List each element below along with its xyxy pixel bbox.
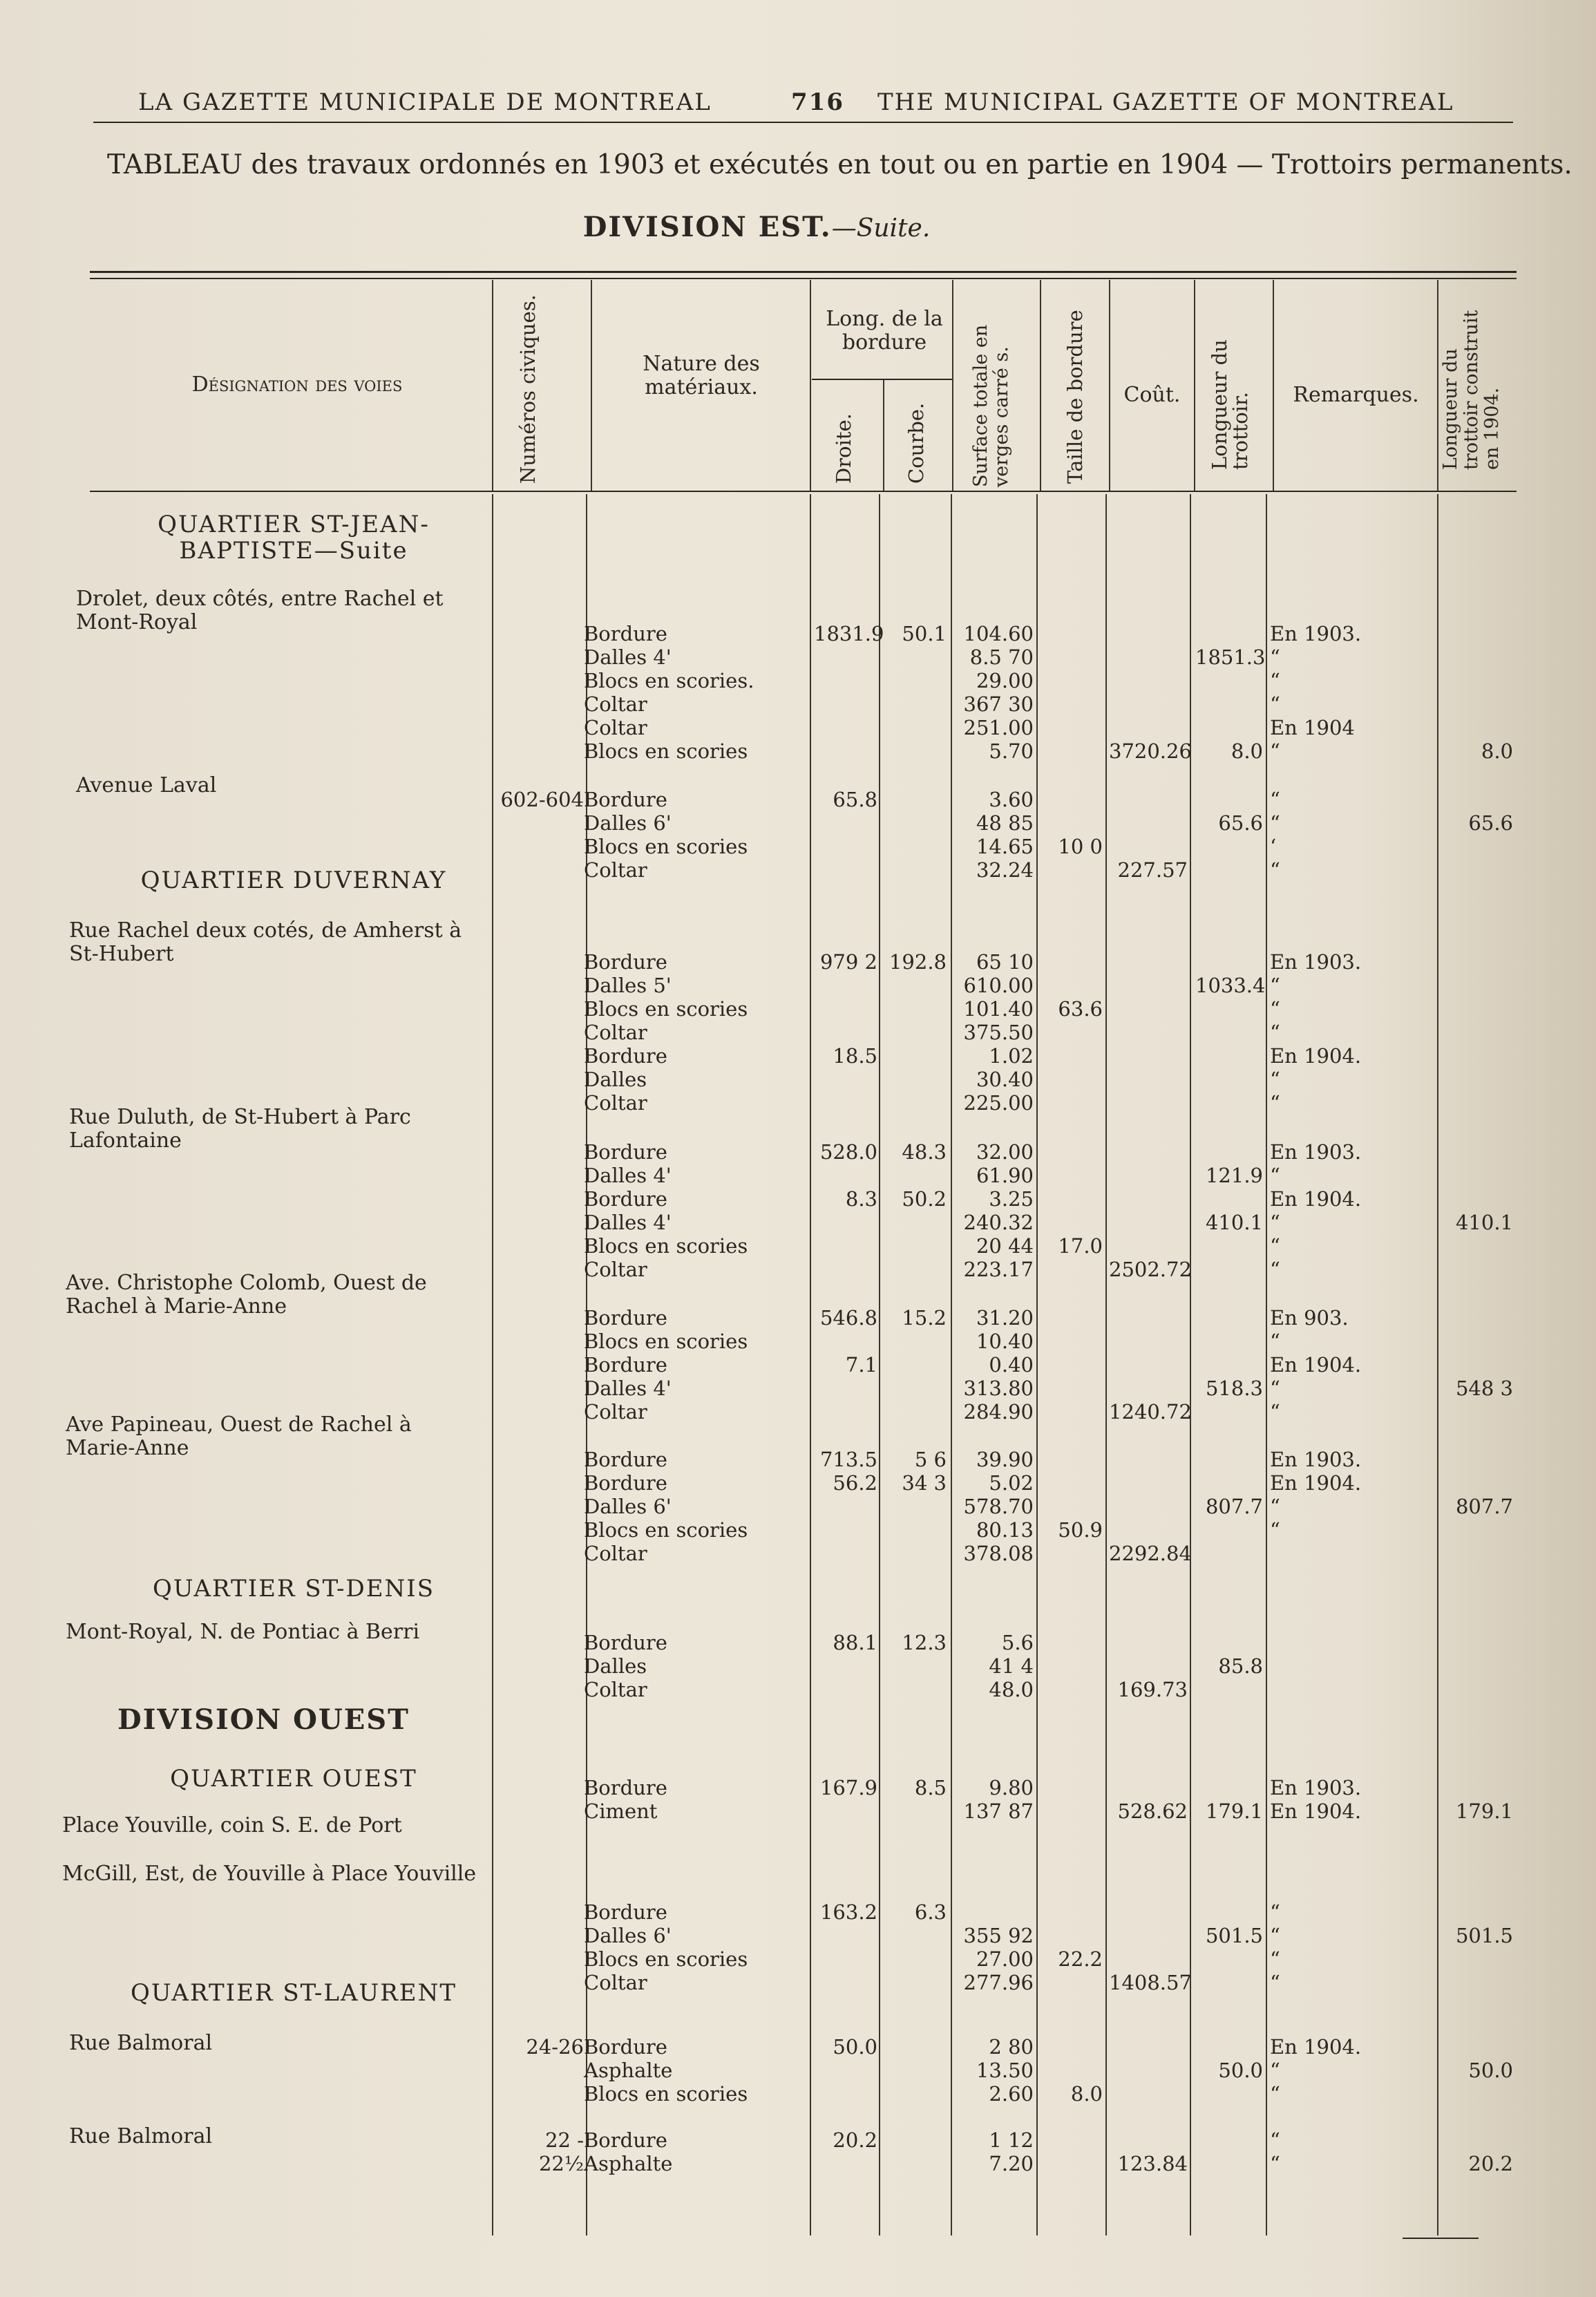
table-row: [0, 1471, 1520, 1495]
cell-rem: “: [1270, 997, 1280, 1021]
cell-courbe: 50.1: [902, 622, 947, 645]
table-row: [0, 1799, 1520, 1823]
table-row: [0, 1234, 1520, 1258]
cell-mat: Blocs en scories: [584, 1330, 748, 1353]
cell-c1904: 548 3: [1455, 1377, 1513, 1400]
cell-courbe: 8.5: [914, 1776, 947, 1799]
table-row: [0, 997, 1520, 1021]
cell-courbe: 50.2: [902, 1187, 947, 1211]
header-top-rule-2: [90, 278, 1517, 279]
cell-surface: 80.13: [976, 1518, 1034, 1542]
table-row: [0, 739, 1520, 763]
cell-mat: Blocs en scories: [584, 997, 748, 1021]
cell-mat: Blocs en scories: [584, 1518, 748, 1542]
hcol-line-4: [883, 380, 884, 491]
cell-surface: 20 44: [976, 1234, 1034, 1258]
cell-mat: Coltar: [584, 1021, 647, 1044]
cell-rem: “: [1270, 669, 1280, 692]
table-row: [0, 1353, 1520, 1377]
cell-mat: Bordure: [584, 1776, 667, 1799]
cell-droite: 56.2: [833, 1471, 877, 1495]
head-rule: [93, 122, 1513, 123]
cell-droite: 528.0: [819, 1140, 877, 1164]
cell-droite: 979 2: [819, 950, 877, 974]
cell-mat: Dalles 4': [584, 1377, 672, 1400]
cell-rem: “: [1270, 1971, 1280, 1994]
cell-mat: Bordure: [584, 950, 667, 974]
table-row: [0, 1678, 1520, 1701]
cell-courbe: 6.3: [914, 1900, 947, 1924]
cell-mat: Dalles 4': [584, 1164, 672, 1187]
cell-c1904: 65.6: [1468, 811, 1513, 835]
cell-rem: “: [1270, 692, 1280, 716]
cell-surface: 41 4: [989, 1654, 1034, 1678]
cell-mat: Coltar: [584, 1258, 647, 1281]
cell-surface: 13.50: [976, 2059, 1034, 2082]
cell-cout: 528.62: [1117, 1799, 1188, 1823]
cell-cout: 227.57: [1117, 858, 1188, 882]
hcol-line-3: [810, 280, 811, 491]
cell-rem: En 1904: [1270, 716, 1355, 739]
cell-cout: 2292.84: [1109, 1542, 1192, 1565]
cell-mat: Coltar: [584, 1542, 647, 1565]
street-name: Mont-Royal, N. de Pontiac à Berri: [66, 1620, 420, 1644]
cell-courbe: 34 3: [902, 1471, 947, 1495]
cell-surface: 367 30: [963, 692, 1034, 716]
cell-mat: Asphalte: [584, 2152, 673, 2175]
cell-surface: 610.00: [963, 974, 1034, 997]
cell-surface: 104.60: [963, 622, 1034, 645]
cell-rem: “: [1270, 1068, 1280, 1091]
table-row: [0, 835, 1520, 858]
cell-droite: 65.8: [833, 788, 877, 811]
cell-mat: Bordure: [584, 1471, 667, 1495]
cell-taille: 17.0: [1058, 1234, 1103, 1258]
hcol-line-9: [1273, 280, 1274, 491]
table-row: [0, 1164, 1520, 1187]
cell-surface: 8.5 70: [969, 645, 1034, 669]
cell-droite: 163.2: [819, 1900, 877, 1924]
table-row: [0, 788, 1520, 811]
cell-surface: 240.32: [963, 1211, 1034, 1234]
civic-numbers: 602-604: [500, 788, 584, 811]
header-longueur-1904: Longueur du trottoir construit en 1904.: [1440, 310, 1503, 470]
cell-rem: “: [1270, 2059, 1280, 2082]
cell-droite: 8.3: [845, 1187, 877, 1211]
cell-surface: 32.24: [976, 858, 1034, 882]
table-row: [0, 1140, 1520, 1164]
cell-droite: 1831.9: [814, 622, 884, 645]
cell-surface: 32.00: [976, 1140, 1034, 1164]
table-row: [0, 950, 1520, 974]
header-taille: Taille de bordure: [1063, 310, 1087, 484]
cell-droite: 546.8: [819, 1306, 877, 1330]
quartier-heading: QUARTIER ST-JEAN-BAPTISTE—Suite: [158, 511, 430, 565]
street-name: Rue Balmoral: [69, 2031, 213, 2055]
cell-rem: “: [1270, 645, 1280, 669]
cell-surface: 284.90: [963, 1400, 1034, 1424]
table-row: [0, 1021, 1520, 1044]
header-numeros: Numéros civiques.: [516, 294, 540, 484]
cell-surface: 9.80: [989, 1776, 1034, 1799]
cell-surface: 223.17: [963, 1258, 1034, 1281]
cell-c1904: 410.1: [1455, 1211, 1513, 1234]
table-row: [0, 974, 1520, 997]
table-row: [0, 1495, 1520, 1518]
cell-surface: 27.00: [976, 1947, 1034, 1971]
cell-long: 501.5: [1205, 1924, 1263, 1947]
cell-droite: 713.5: [819, 1448, 877, 1471]
cell-rem: “: [1270, 1924, 1280, 1947]
table-row: [0, 1044, 1520, 1068]
cell-cout: 3720.26: [1109, 739, 1192, 763]
cell-surface: 5.70: [989, 739, 1034, 763]
cell-rem: En 1904.: [1270, 1353, 1362, 1377]
cell-rem: En 1903.: [1270, 950, 1362, 974]
cell-mat: Dalles: [584, 1068, 647, 1091]
cell-mat: Bordure: [584, 1900, 667, 1924]
quartier-heading: QUARTIER ST-LAURENT: [130, 1979, 457, 2007]
cell-rem: En 1903.: [1270, 1140, 1362, 1164]
cell-mat: Ciment: [584, 1799, 658, 1823]
table-bottom-rule: [1403, 2238, 1479, 2239]
cell-mat: Dalles 4': [584, 1211, 672, 1234]
cell-rem: En 1903.: [1270, 1776, 1362, 1799]
cell-mat: Coltar: [584, 1091, 647, 1115]
cell-mat: Bordure: [584, 1353, 667, 1377]
cell-long: 1851.3: [1195, 645, 1266, 669]
table-row: [0, 622, 1520, 645]
cell-surface: 14.65: [976, 835, 1034, 858]
header-remarques: Remarques.: [1293, 383, 1419, 407]
header-nature: Nature des matériaux.: [643, 352, 760, 399]
table-row: [0, 1542, 1520, 1565]
cell-c1904: 501.5: [1455, 1924, 1513, 1947]
cell-surface: 1.02: [989, 1044, 1034, 1068]
table-row: [0, 2152, 1520, 2175]
quartier-heading: QUARTIER OUEST: [170, 1765, 417, 1793]
cell-surface: 31.20: [976, 1306, 1034, 1330]
cell-c1904: 20.2: [1468, 2152, 1513, 2175]
running-head-right: THE MUNICIPAL GAZETTE OF MONTREAL: [877, 88, 1454, 116]
cell-surface: 277.96: [963, 1971, 1034, 1994]
street-name: Ave Papineau, Ouest de Rachel à Marie-Anne: [66, 1412, 412, 1460]
cell-surface: 5.6: [1001, 1631, 1034, 1654]
table-row: [0, 1377, 1520, 1400]
cell-taille: 50.9: [1058, 1518, 1103, 1542]
cell-courbe: 12.3: [902, 1631, 947, 1654]
cell-rem: En 1904.: [1270, 1799, 1362, 1823]
header-surface: Surface totale en verges carré s.: [970, 324, 1012, 487]
table-row: [0, 1068, 1520, 1091]
cell-rem: “: [1270, 1400, 1280, 1424]
cell-rem: ‘: [1270, 835, 1277, 858]
table-row: [0, 2082, 1520, 2106]
cell-rem: “: [1270, 1900, 1280, 1924]
cell-droite: 7.1: [845, 1353, 877, 1377]
cell-cout: 123.84: [1117, 2152, 1188, 2175]
table-row: [0, 1187, 1520, 1211]
cell-mat: Asphalte: [584, 2059, 673, 2082]
division-ouest-heading: DIVISION OUEST: [117, 1703, 410, 1736]
cell-surface: 1 12: [989, 2128, 1034, 2152]
cell-rem: “: [1270, 2128, 1280, 2152]
cell-surface: 378.08: [963, 1542, 1034, 1565]
table-row: [0, 669, 1520, 692]
table-row: [0, 645, 1520, 669]
table-row: [0, 1306, 1520, 1330]
cell-surface: 7.20: [989, 2152, 1034, 2175]
cell-mat: Dalles 5': [584, 974, 672, 997]
cell-cout: 169.73: [1117, 1678, 1188, 1701]
cell-c1904: 50.0: [1468, 2059, 1513, 2082]
civic-numbers: 24-26: [526, 2035, 584, 2059]
cell-droite: 88.1: [833, 1631, 877, 1654]
cell-surface: 3.60: [989, 788, 1034, 811]
cell-rem: “: [1270, 1091, 1280, 1115]
cell-mat: Bordure: [584, 2035, 667, 2059]
cell-rem: En 1904.: [1270, 1471, 1362, 1495]
cell-surface: 2 80: [989, 2035, 1034, 2059]
hcol-line-6: [1040, 280, 1041, 491]
cell-surface: 48.0: [989, 1678, 1034, 1701]
cell-c1904: 179.1: [1455, 1799, 1513, 1823]
cell-courbe: 5 6: [914, 1448, 947, 1471]
hcol-line-8: [1194, 280, 1195, 491]
cell-mat: Coltar: [584, 692, 647, 716]
street-name: Ave. Christophe Colomb, Ouest de Rachel à Marie-Anne: [66, 1271, 427, 1318]
cell-rem: En 1904.: [1270, 1187, 1362, 1211]
hcol-line-2: [591, 280, 592, 491]
table-row: [0, 1947, 1520, 1971]
cell-surface: 101.40: [963, 997, 1034, 1021]
cell-mat: Bordure: [584, 1044, 667, 1068]
header-longueur-bordure: Long. de la bordure: [826, 307, 943, 355]
cell-mat: Bordure: [584, 1631, 667, 1654]
cell-mat: Coltar: [584, 1400, 647, 1424]
cell-surface: 137 87: [963, 1799, 1034, 1823]
cell-rem: “: [1270, 1377, 1280, 1400]
header-cout: Coût.: [1123, 383, 1181, 407]
cell-mat: Blocs en scories: [584, 739, 748, 763]
street-name: Rue Duluth, de St-Hubert à Parc Lafontaine: [69, 1105, 411, 1153]
cell-long: 65.6: [1218, 811, 1263, 835]
table-row: [0, 2059, 1520, 2082]
hcol-line-5: [952, 280, 953, 491]
cell-surface: 29.00: [976, 669, 1034, 692]
cell-long: 179.1: [1205, 1799, 1263, 1823]
cell-mat: Coltar: [584, 1678, 647, 1701]
cell-rem: En 1903.: [1270, 1448, 1362, 1471]
cell-rem: En 903.: [1270, 1306, 1349, 1330]
cell-mat: Blocs en scories: [584, 1947, 748, 1971]
cell-long: 518.3: [1205, 1377, 1263, 1400]
cell-mat: Bordure: [584, 1187, 667, 1211]
table-row: [0, 1900, 1520, 1924]
hcol-line-10: [1437, 280, 1438, 491]
header-longueur-trottoir: Longueur du trottoir.: [1208, 339, 1252, 470]
cell-mat: Dalles 4': [584, 645, 672, 669]
cell-mat: Coltar: [584, 716, 647, 739]
cell-surface: 375.50: [963, 1021, 1034, 1044]
table-row: [0, 1448, 1520, 1471]
cell-surface: 225.00: [963, 1091, 1034, 1115]
cell-surface: 48 85: [976, 811, 1034, 835]
cell-mat: Coltar: [584, 858, 647, 882]
cell-rem: “: [1270, 1234, 1280, 1258]
cell-courbe: 15.2: [902, 1306, 947, 1330]
street-name: Place Youville, coin S. E. de Port: [62, 1813, 402, 1837]
cell-rem: “: [1270, 1021, 1280, 1044]
cell-surface: 313.80: [963, 1377, 1034, 1400]
civic-numbers: 22 - 22½: [538, 2128, 584, 2175]
cell-courbe: 192.8: [889, 950, 947, 974]
cell-mat: Dalles 6': [584, 811, 672, 835]
cell-rem: En 1903.: [1270, 622, 1362, 645]
cell-rem: “: [1270, 788, 1280, 811]
cell-long: 1033.4: [1195, 974, 1266, 997]
street-name: McGill, Est, de Youville à Place Youville: [62, 1862, 477, 1886]
cell-surface: 251.00: [963, 716, 1034, 739]
cell-rem: “: [1270, 1947, 1280, 1971]
cell-mat: Blocs en scories.: [584, 669, 754, 692]
cell-surface: 39.90: [976, 1448, 1034, 1471]
cell-surface: 5.02: [989, 1471, 1034, 1495]
table-row: [0, 1631, 1520, 1654]
cell-rem: “: [1270, 739, 1280, 763]
table-row: [0, 1330, 1520, 1353]
cell-mat: Dalles 6': [584, 1495, 672, 1518]
cell-cout: 2502.72: [1109, 1258, 1192, 1281]
cell-surface: 10.40: [976, 1330, 1034, 1353]
cell-surface: 0.40: [989, 1353, 1034, 1377]
cell-long: 807.7: [1205, 1495, 1263, 1518]
cell-surface: 2.60: [989, 2082, 1034, 2106]
cell-mat: Blocs en scories: [584, 2082, 748, 2106]
quartier-heading: QUARTIER ST-DENIS: [153, 1575, 435, 1603]
header-designation: Désignation des voies: [191, 372, 403, 397]
cell-mat: Bordure: [584, 788, 667, 811]
street-name: Rue Balmoral: [69, 2124, 213, 2148]
cell-rem: “: [1270, 1495, 1280, 1518]
cell-taille: 10 0: [1058, 835, 1103, 858]
cell-rem: “: [1270, 811, 1280, 835]
cell-surface: 3.25: [989, 1187, 1034, 1211]
division-subtitle: [0, 211, 1513, 243]
cell-mat: Bordure: [584, 1448, 667, 1471]
cell-rem: En 1904.: [1270, 1044, 1362, 1068]
cell-surface: 578.70: [963, 1495, 1034, 1518]
cell-c1904: 8.0: [1481, 739, 1513, 763]
cell-mat: Bordure: [584, 622, 667, 645]
division-suite: —Suite.: [831, 214, 931, 243]
cell-rem: “: [1270, 1258, 1280, 1281]
cell-rem: “: [1270, 1164, 1280, 1187]
cell-mat: Blocs en scories: [584, 835, 748, 858]
header-courbe: Courbe.: [904, 402, 928, 484]
cell-long: 8.0: [1231, 739, 1263, 763]
running-head-left: LA GAZETTE MUNICIPALE DE MONTREAL: [138, 88, 712, 116]
cell-rem: En 1904.: [1270, 2035, 1362, 2059]
header-droite: Droite.: [832, 413, 855, 484]
cell-mat: Coltar: [584, 1971, 647, 1994]
cell-long: 85.8: [1218, 1654, 1263, 1678]
cell-mat: Dalles: [584, 1654, 647, 1678]
cell-long: 410.1: [1205, 1211, 1263, 1234]
cell-rem: “: [1270, 974, 1280, 997]
cell-droite: 20.2: [833, 2128, 877, 2152]
page-number: 716: [791, 88, 844, 116]
hcol-line-1: [492, 280, 493, 491]
header-top-rule: [90, 271, 1517, 273]
table-row: [0, 1211, 1520, 1234]
cell-surface: 30.40: [976, 1068, 1034, 1091]
cell-rem: “: [1270, 1330, 1280, 1353]
table-row: [0, 716, 1520, 739]
cell-rem: “: [1270, 2152, 1280, 2175]
cell-surface: 65 10: [976, 950, 1034, 974]
cell-c1904: 807.7: [1455, 1495, 1513, 1518]
cell-mat: Bordure: [584, 1140, 667, 1164]
cell-cout: 1408.57: [1109, 1971, 1192, 1994]
cell-taille: 22.2: [1058, 1947, 1103, 1971]
quartier-heading: QUARTIER DUVERNAY: [140, 867, 447, 894]
hcol-line-7: [1109, 280, 1110, 491]
division-name: DIVISION EST.: [582, 211, 832, 243]
table-row: [0, 1776, 1520, 1799]
table-row: [0, 811, 1520, 835]
street-name: Avenue Laval: [76, 773, 217, 797]
table-row: [0, 1654, 1520, 1678]
table-title: TABLEAU des travaux ordonnés en 1903 et exécutés en tout ou en partie en 1904 — Trottoirs permanents.: [107, 149, 1573, 180]
cell-droite: 18.5: [833, 1044, 877, 1068]
cell-droite: 50.0: [833, 2035, 877, 2059]
cell-rem: “: [1270, 858, 1280, 882]
table-row: [0, 1518, 1520, 1542]
street-name: Rue Rachel deux cotés, de Amherst à St-Hubert: [69, 918, 462, 966]
header-bottom-rule: [90, 491, 1517, 492]
table-row: [0, 692, 1520, 716]
table-row: [0, 2128, 1520, 2152]
cell-taille: 63.6: [1058, 997, 1103, 1021]
cell-mat: Bordure: [584, 2128, 667, 2152]
cell-surface: 61.90: [976, 1164, 1034, 1187]
cell-mat: Bordure: [584, 1306, 667, 1330]
cell-droite: 167.9: [819, 1776, 877, 1799]
cell-mat: Dalles 6': [584, 1924, 672, 1947]
cell-mat: Blocs en scories: [584, 1234, 748, 1258]
table-row: [0, 2035, 1520, 2059]
cell-courbe: 48.3: [902, 1140, 947, 1164]
street-name: Drolet, deux côtés, entre Rachel et Mont-Royal: [76, 587, 444, 634]
cell-rem: “: [1270, 2082, 1280, 2106]
cell-cout: 1240.72: [1109, 1400, 1192, 1424]
cell-rem: “: [1270, 1211, 1280, 1234]
cell-rem: “: [1270, 1518, 1280, 1542]
cell-long: 121.9: [1205, 1164, 1263, 1187]
cell-taille: 8.0: [1070, 2082, 1103, 2106]
cell-long: 50.0: [1218, 2059, 1263, 2082]
table-row: [0, 1924, 1520, 1947]
cell-surface: 355 92: [963, 1924, 1034, 1947]
